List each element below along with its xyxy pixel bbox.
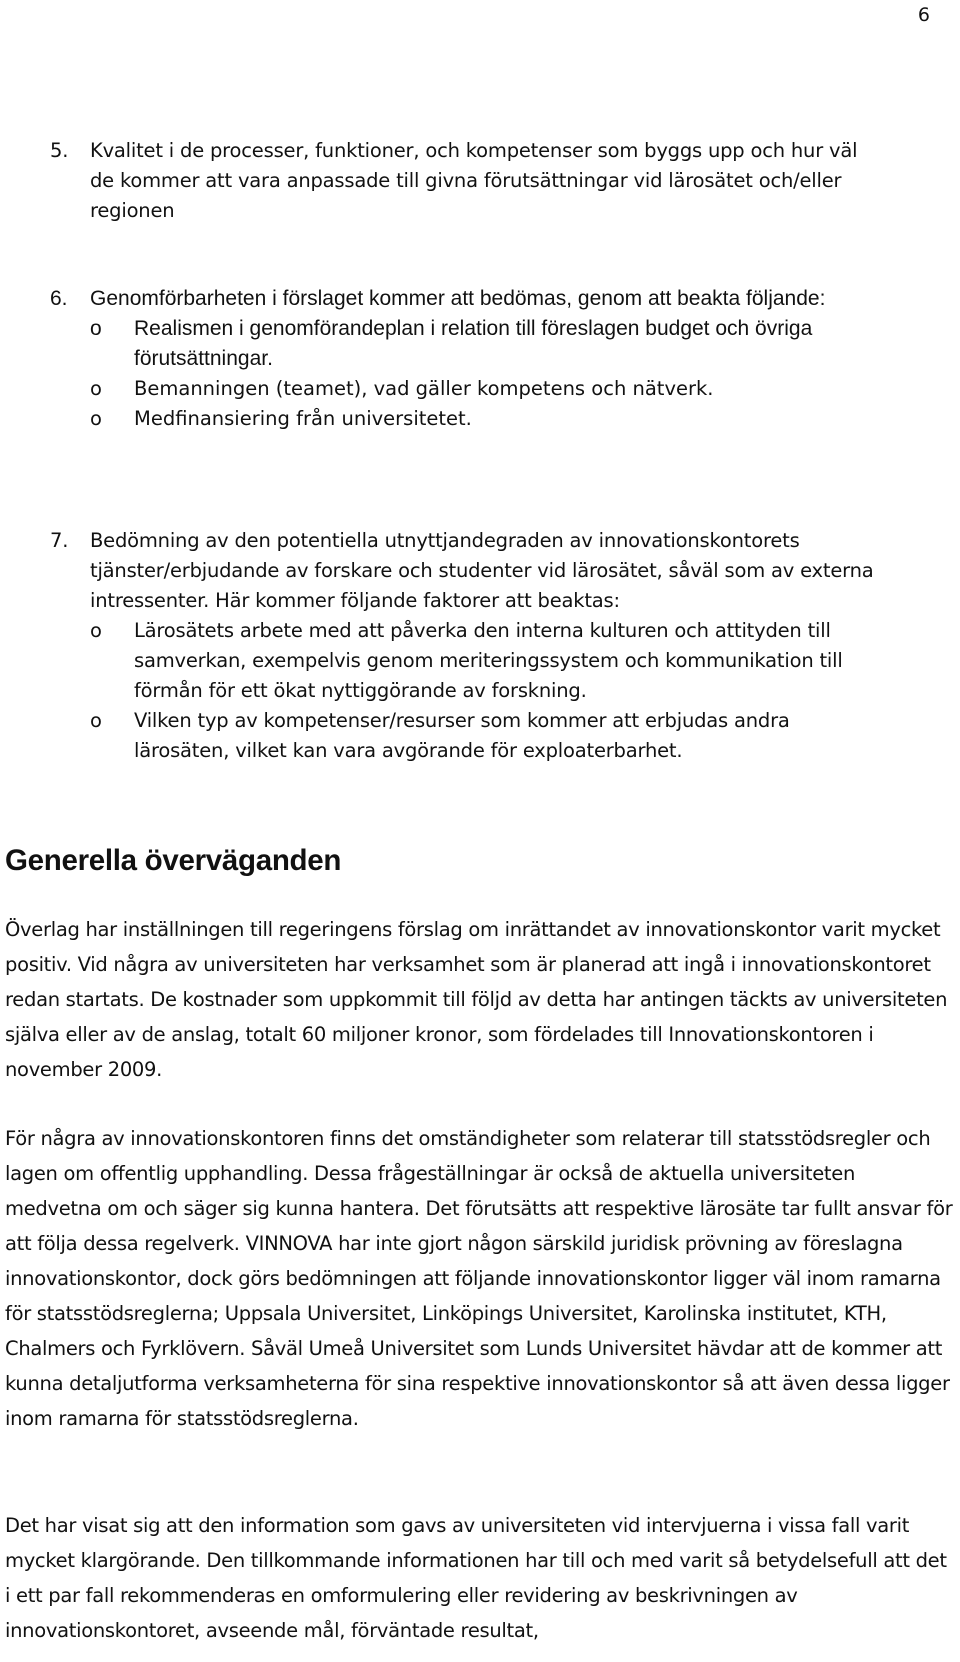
item-number: 7.: [50, 529, 69, 552]
item-text: Kvalitet i de processer, funktioner, och kompetenser som byggs upp och hur väl de kommer att vara anpassade till givna förutsättningar vid lärosätet och/eller regionen: [90, 139, 858, 222]
bullet-icon: o: [90, 317, 102, 340]
bullet-item: [90, 374, 945, 404]
bullet-icon: o: [90, 709, 102, 732]
page-number: 6: [917, 4, 930, 26]
bullet-item: [90, 314, 894, 374]
bullet-text: Lärosätets arbete med att påverka den interna kulturen och attityden till samverkan, exempelvis genom meriteringssystem och kommunikation till förmån för ett ökat nyttiggörande av forskning.: [134, 619, 843, 702]
bullet-item: [90, 404, 945, 434]
bullet-icon: o: [90, 377, 102, 400]
item-number: 5.: [50, 139, 69, 162]
item-text: Genomförbarheten i förslaget kommer att bedömas, genom att beakta följande:: [90, 287, 826, 310]
bullet-item: [90, 616, 904, 706]
item-number: 6.: [50, 287, 68, 310]
bullet-text: Vilken typ av kompetenser/resurser som kommer att erbjudas andra lärosäten, vilket kan vara avgörande för exploaterbarhet.: [134, 709, 790, 762]
bullet-icon: o: [90, 407, 102, 430]
section-heading: Generella överväganden: [5, 844, 342, 877]
bullet-item: [90, 706, 854, 766]
list-item-6: [50, 284, 945, 434]
list-item-5: [50, 136, 945, 226]
bullet-text: Medfinansiering från universitetet.: [134, 407, 472, 430]
paragraph: Det har visat sig att den information som gavs av universiteten vid intervjuerna i vissa fall varit mycket klargörande. Den tillkommande informationen har till och med varit så betydelsefull att det i ett par fall rekommenderas en omformulering eller revidering av beskrivningen av innovationskontoret, avseende mål, förväntade resultat,: [5, 1514, 947, 1642]
item-text: Bedömning av den potentiella utnyttjandegraden av innovationskontorets tjänster/erbjudande av forskare och studenter vid lärosätet, såväl som av externa intressenter. Här kommer följande faktorer att beaktas:: [90, 529, 874, 612]
bullet-icon: o: [90, 619, 102, 642]
paragraph: Överlag har inställningen till regeringens förslag om inrättandet av innovationskontor varit mycket positiv. Vid några av universiteten har verksamhet som är planerad att ingå i innovationskontoret redan startats. De kostnader som uppkommit till följd av detta har antingen täckts av universiteten själva eller av de anslag, totalt 60 miljoner kronor, som fördelades till Innovationskontoren i november 2009.: [5, 918, 948, 1081]
bullet-text: Bemanningen (teamet), vad gäller kompetens och nätverk.: [134, 377, 714, 400]
paragraph: För några av innovationskontoren finns det omständigheter som relaterar till statsstödsregler och lagen om offentlig upphandling. Dessa frågeställningar är också de aktuella universiteten medvetna om och säger sig kunna hantera. Det förutsätts att respektive lärosäte tar fullt ansvar för att följa dessa regelverk. VINNOVA har inte gjort någon särskild juridisk prövning av föreslagna innovationskontor, dock görs bedömningen att följande innovationskontor ligger väl inom ramarna för statsstödsreglerna; Uppsala Universitet, Linköpings Universitet, Karolinska institutet, KTH, Chalmers och Fyrklövern. Såväl Umeå Universitet som Lunds Universitet hävdar att de kommer att kunna detaljutforma verksamheterna för sina respektive innovationskontor så att även dessa ligger inom ramarna för statsstödsreglerna.: [5, 1127, 953, 1430]
list-item-7: [50, 526, 945, 766]
bullet-text: Realismen i genomförandeplan i relation till föreslagen budget och övriga förutsättningar.: [134, 317, 813, 370]
